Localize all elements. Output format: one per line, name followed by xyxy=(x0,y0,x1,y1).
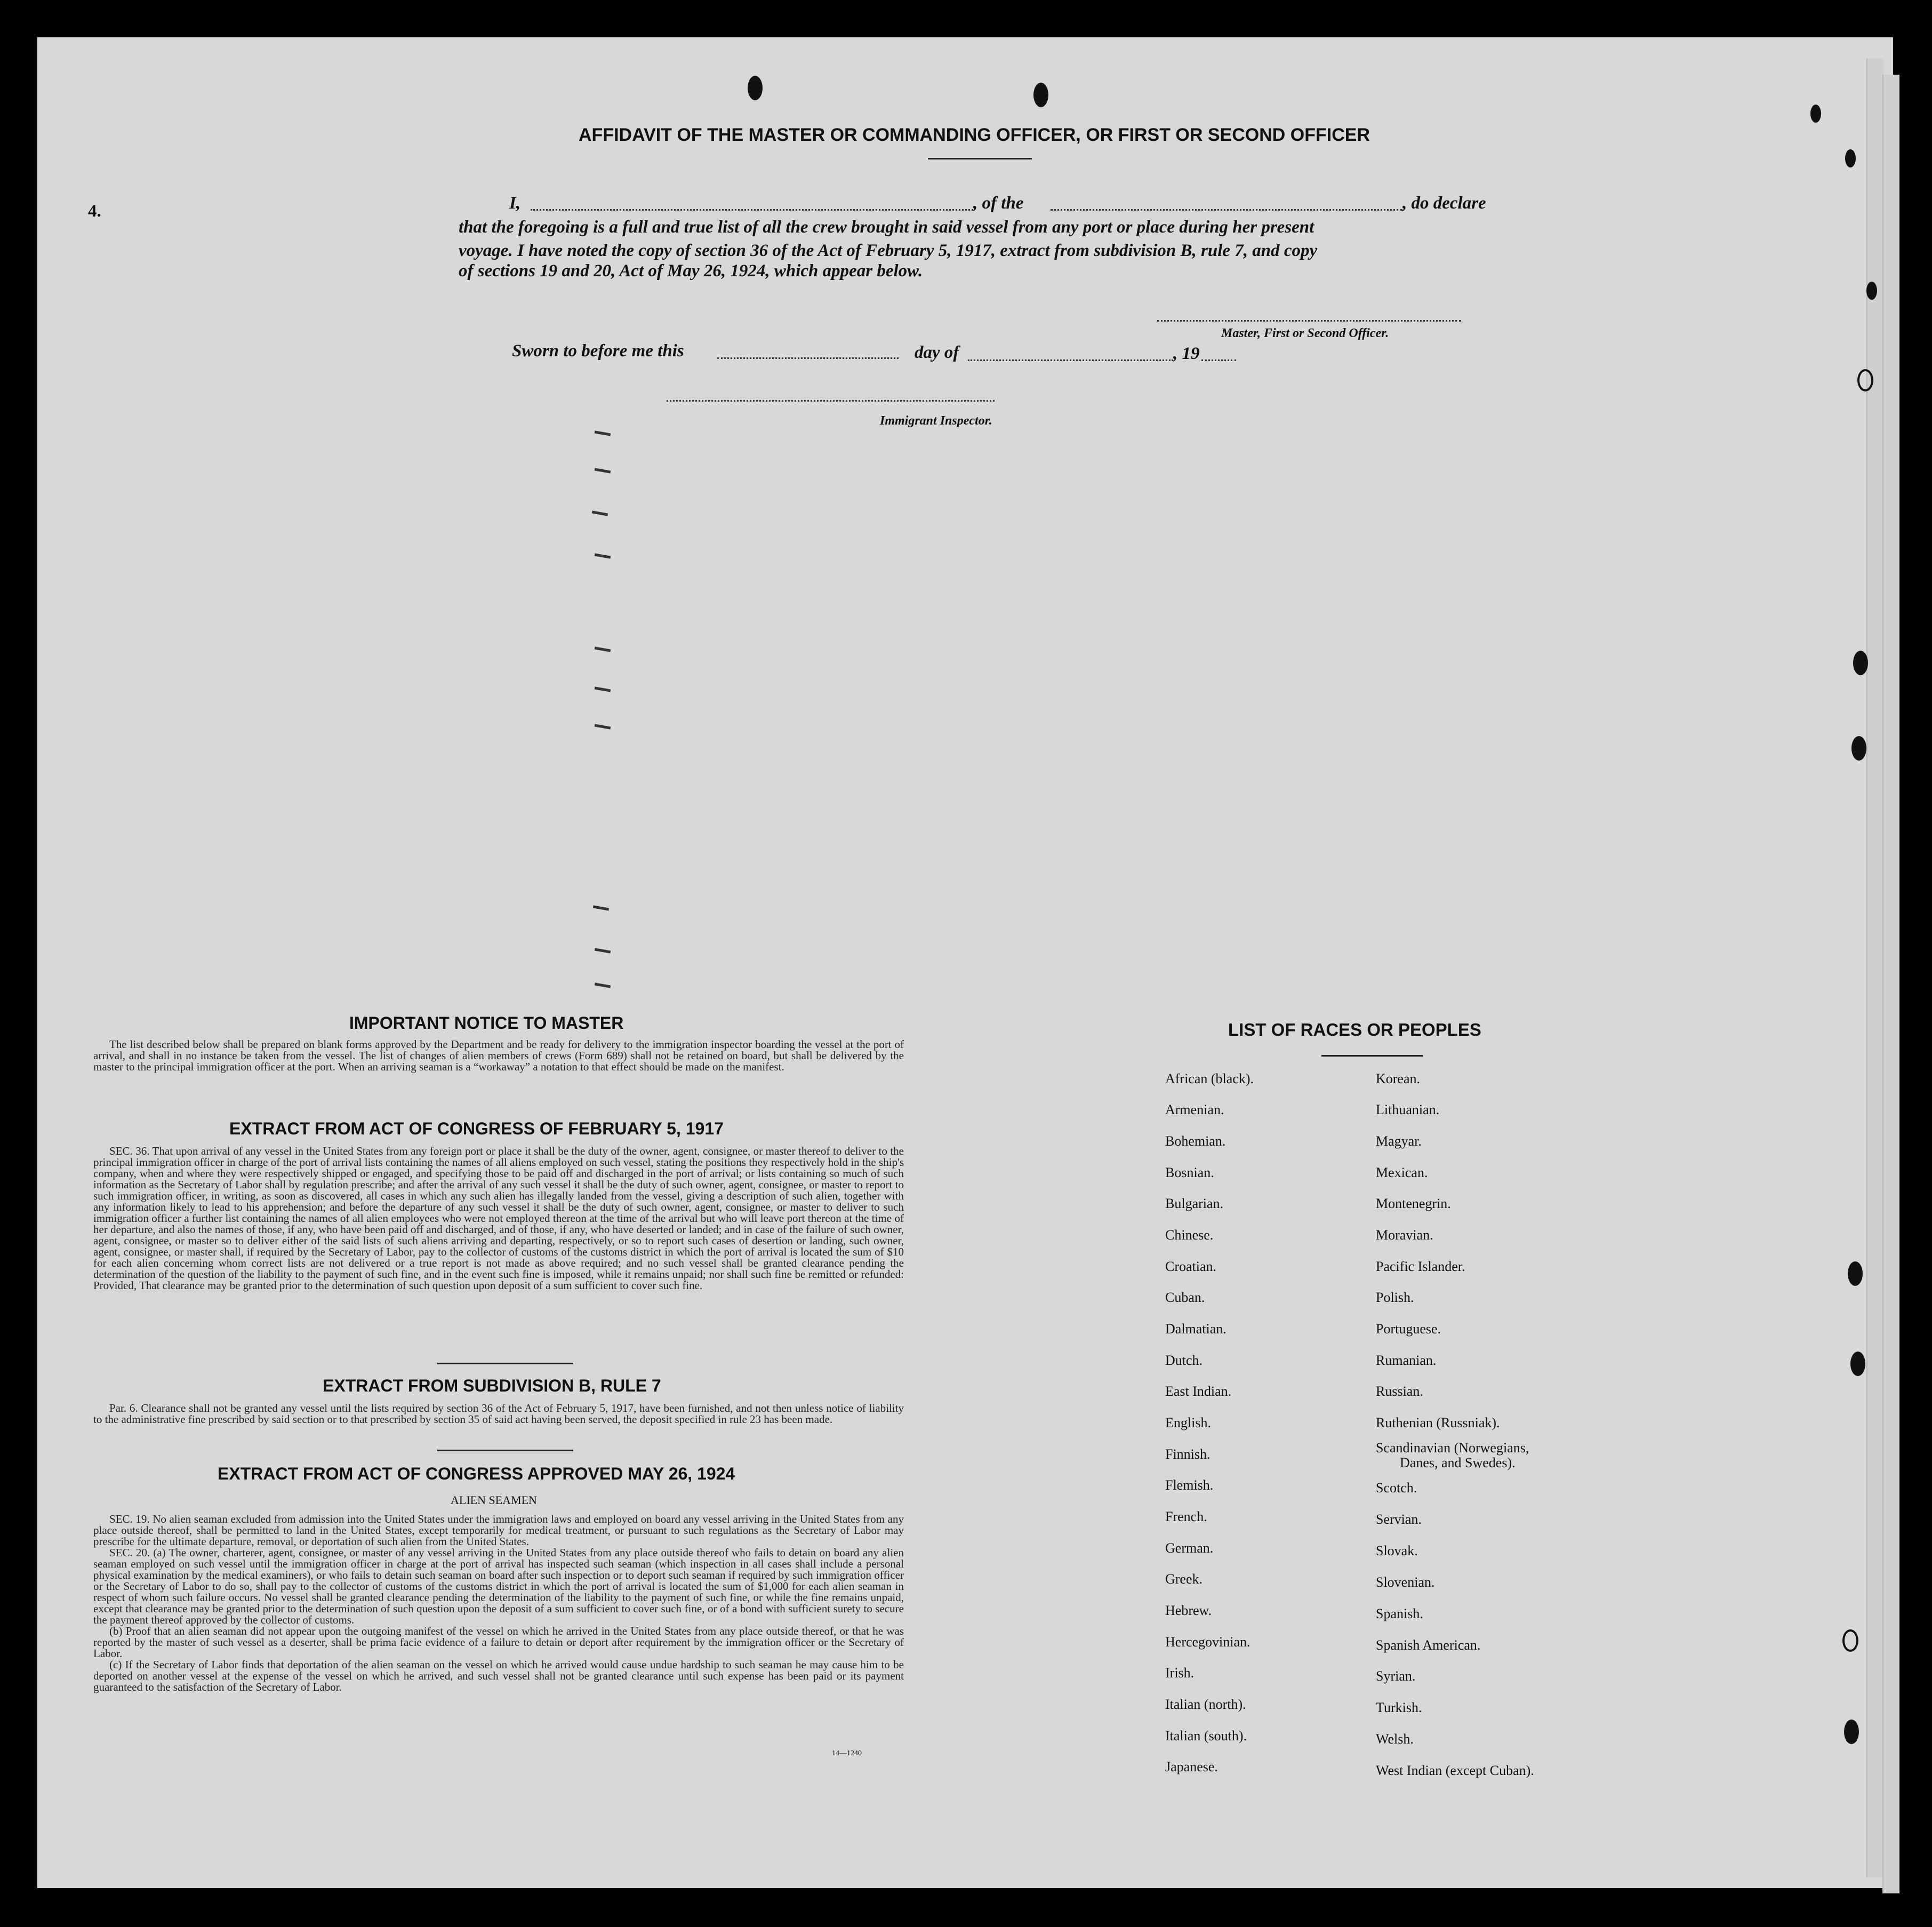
race-item: English. xyxy=(1165,1415,1211,1430)
sec-20a-paragraph: SEC. 20. (a) The owner, charterer, agent, consignee, or master of any vessel arriving in the United States from any place outside thereof who fails to detain on board any alien seaman employed on such vessel until the immigration officer in charge at the port of arrival has inspected such seaman (which inspection in all cases shall include a personal physical examination by the medical examiners), or who fails to detain such seaman on board after such inspection or to deport such seaman if required by such immigration officer or the Secretary of Labor to do so, shall pay to the collector of customs of the customs district in which the port of arrival is located the sum of $1,000 for each alien seaman in respect of whom such failure occurs. No vessel shall be granted clearance pending the determination of the liability to the payment of such fine, or while the fine remains unpaid, except that clearance may be granted prior to the determination of such question upon the deposit of a sum sufficient to cover such fine, or of a bond with sufficient surety to secure the payment thereof approved by the collector of customs. xyxy=(93,1546,904,1626)
race-item: Croatian. xyxy=(1165,1259,1217,1274)
race-item: Hebrew. xyxy=(1165,1603,1212,1618)
race-item: West Indian (except Cuban). xyxy=(1376,1763,1534,1778)
alien-seamen-subtitle: ALIEN SEAMEN xyxy=(451,1493,537,1507)
race-item: Flemish. xyxy=(1165,1477,1214,1493)
year-label: , 19 xyxy=(1173,344,1200,363)
race-item: Slovenian. xyxy=(1376,1574,1435,1590)
divider xyxy=(1321,1055,1423,1057)
page-edge xyxy=(1882,75,1899,1893)
race-item: Scotch. xyxy=(1376,1480,1417,1496)
punch-hole xyxy=(1845,149,1856,167)
race-item: Spanish. xyxy=(1376,1606,1423,1621)
race-item: Montenegrin. xyxy=(1376,1196,1451,1211)
notice-paragraph: The list described below shall be prepared on blank forms approved by the Department and be ready for delivery to the immigration inspector boarding the vessel at the port of arrival, and shall in no instance be taken from the vessel. The list of changes of alien members of crews (Form 689) shall not be retained on board, but shall be delivered by the master to the principal immigration officer at the port. When an arriving seaman is a “workaway” a notation to that effect should be made on the manifest. xyxy=(93,1038,904,1073)
race-item: Lithuanian. xyxy=(1376,1102,1440,1117)
race-item: Servian. xyxy=(1376,1512,1422,1527)
race-item: Dutch. xyxy=(1165,1353,1203,1368)
page-edge xyxy=(1866,59,1883,1877)
race-item: Finnish. xyxy=(1165,1446,1210,1462)
sec-20c-paragraph: (c) If the Secretary of Labor finds that deportation of the alien seaman on the vessel on which he arrived would cause undue hardship to such seaman he may cause him to be deported on another vessel at the expense of the vessel on which he arrived, and such vessel shall not be granted clearance until such expense has been paid or its payment guaranteed to the satisfaction of the Secretary of Labor. xyxy=(93,1658,904,1693)
notice-text xyxy=(93,1039,904,1073)
race-item: Russian. xyxy=(1376,1384,1423,1399)
race-item: Pacific Islander. xyxy=(1376,1259,1465,1274)
vessel-field[interactable] xyxy=(1051,209,1402,211)
punch-ring xyxy=(1842,1629,1858,1652)
race-item: German. xyxy=(1165,1540,1214,1556)
race-item: Scandinavian (Norwegians, xyxy=(1376,1440,1529,1456)
extract-1917-text xyxy=(93,1146,904,1291)
race-item: Chinese. xyxy=(1165,1227,1214,1243)
race-item: Korean. xyxy=(1376,1071,1421,1086)
race-item: Bohemian. xyxy=(1165,1133,1226,1149)
divider xyxy=(928,158,1032,159)
race-item: Welsh. xyxy=(1376,1731,1414,1747)
race-item: Italian (south). xyxy=(1165,1728,1247,1744)
race-item: Portuguese. xyxy=(1376,1321,1441,1337)
master-caption: Master, First or Second Officer. xyxy=(1221,326,1389,340)
divider xyxy=(437,1363,573,1364)
day-of-label: day of xyxy=(915,343,959,362)
master-signature-field[interactable] xyxy=(1157,320,1461,322)
affidavit-i: I, xyxy=(509,194,521,213)
race-item: Japanese. xyxy=(1165,1759,1218,1774)
race-item: Hercegovinian. xyxy=(1165,1634,1250,1650)
extract-1917-title: EXTRACT FROM ACT OF CONGRESS OF FEBRUARY 5, 1917 xyxy=(229,1119,724,1138)
punch-hole xyxy=(1853,651,1868,675)
race-item: Rumanian. xyxy=(1376,1353,1437,1368)
race-item: Italian (north). xyxy=(1165,1697,1246,1712)
notice-title: IMPORTANT NOTICE TO MASTER xyxy=(349,1013,624,1033)
punch-hole xyxy=(1848,1261,1863,1286)
race-item: Syrian. xyxy=(1376,1668,1416,1684)
race-item: Ruthenian (Russniak). xyxy=(1376,1415,1500,1430)
race-item: Dalmatian. xyxy=(1165,1321,1226,1337)
race-item: Spanish American. xyxy=(1376,1637,1481,1653)
punch-hole xyxy=(1844,1720,1859,1744)
affidavit-do-declare: , do declare xyxy=(1402,194,1486,213)
par-6-paragraph: Par. 6. Clearance shall not be granted any vessel until the lists required by section 36 of the Act of February 5, 1917, have been furnished, and not then unless notice of liability to the administrative fine prescribed by said section or to that prescribed by section 35 of said act having been served, the deposit specified in rule 23 has been made. xyxy=(93,1402,904,1426)
margin-mark: 4. xyxy=(88,202,101,221)
affidavit-line-4: of sections 19 and 20, Act of May 26, 1924, which appear below. xyxy=(459,261,923,281)
name-field[interactable] xyxy=(531,209,973,211)
punch-hole xyxy=(1851,736,1866,761)
sworn-day-field[interactable] xyxy=(717,357,899,359)
punch-hole xyxy=(748,76,763,100)
race-item: Bulgarian. xyxy=(1165,1196,1224,1211)
punch-hole xyxy=(1810,105,1821,123)
extract-1924-text xyxy=(93,1514,904,1693)
races-title: LIST OF RACES OR PEOPLES xyxy=(1228,1020,1481,1040)
affidavit-title: AFFIDAVIT OF THE MASTER OR COMMANDING OFFICER, OR FIRST OR SECOND OFFICER xyxy=(579,125,1370,145)
race-item-continuation: Danes, and Swedes). xyxy=(1400,1455,1516,1470)
race-item: Turkish. xyxy=(1376,1700,1422,1715)
section-36-paragraph: SEC. 36. That upon arrival of any vessel in the United States from any foreign port or place it shall be the duty of the owner, agent, consignee, or master thereof to deliver to the principal immigration officer in charge of the port of arrival lists containing the names of all aliens employed on such vessel, stating the positions they respectively hold in the ship's company, when and where they were respectively shipped or engaged, and specifying those to be paid off and discharged in the port of arrival; or lists containing so much of such information as the Secretary of Labor shall by regulation prescribe; and after the arrival of any such vessel it shall be the duty of such owner, agent, consignee, or master to report to such immigration officer, in writing, as soon as discovered, all cases in which any such alien has illegally landed from the vessel, giving a description of such alien, together with any information likely to lead to his apprehension; and before the departure of any such vessel it shall be the duty of such owner, agent, consignee, or master to deliver to such immigration officer a further list containing the names of all alien employees who were not employed thereon at the time of the arrival but who will leave port thereon at the time of her departure, and also the names of those, if any, who have been paid off and discharged, and of those, if any, who have deserted or landed; and in case of the failure of such owner, agent, consignee, or master so to deliver either of the said lists of such aliens arriving and departing, respectively, or so to report such cases of desertion or landing, such owner, agent, consignee, or master shall, if required by the Secretary of Labor, pay to the collector of customs of the customs district in which the port of arrival is located the sum of $10 for each alien concerning whom correct lists are not delivered or a true report is not made as above required; and no such vessel shall be granted clearance pending the determination of the question of the liability to the payment of such fine, and in the event such fine is imposed, while it remains unpaid; nor shall such fine be remitted or refunded: Provided, That clearance may be granted prior to the determination of such question upon deposit of a sum sufficient to cover such fine. xyxy=(93,1145,904,1292)
race-item: Bosnian. xyxy=(1165,1165,1214,1180)
race-item: Magyar. xyxy=(1376,1133,1422,1149)
sworn-month-field[interactable] xyxy=(968,359,1173,361)
race-item: Irish. xyxy=(1165,1665,1195,1681)
rule-7-text xyxy=(93,1403,904,1425)
punch-hole xyxy=(1866,282,1877,300)
punch-hole xyxy=(1850,1352,1865,1376)
affidavit-line-2: that the foregoing is a full and true list of all the crew brought in said vessel from any port or place during her present xyxy=(459,218,1314,237)
affidavit-of-the: , of the xyxy=(973,194,1024,213)
race-item: Greek. xyxy=(1165,1571,1203,1587)
race-item: East Indian. xyxy=(1165,1384,1232,1399)
race-item: Polish. xyxy=(1376,1290,1414,1305)
race-item: African (black). xyxy=(1165,1071,1254,1086)
race-item: Armenian. xyxy=(1165,1102,1224,1117)
affidavit-line-3: voyage. I have noted the copy of section 36 of the Act of February 5, 1917, extract from subdivision B, rule 7, and copy xyxy=(459,241,1318,260)
sworn-label: Sworn to before me this xyxy=(512,341,684,361)
race-item: Slovak. xyxy=(1376,1543,1418,1558)
punch-ring xyxy=(1857,369,1873,391)
punch-hole xyxy=(1033,83,1048,107)
inspector-signature-field[interactable] xyxy=(667,400,995,402)
divider xyxy=(437,1450,573,1451)
inspector-caption: Immigrant Inspector. xyxy=(880,414,992,428)
extract-1924-title: EXTRACT FROM ACT OF CONGRESS APPROVED MAY 26, 1924 xyxy=(218,1464,735,1483)
rule-7-title: EXTRACT FROM SUBDIVISION B, RULE 7 xyxy=(323,1376,661,1395)
race-item: Cuban. xyxy=(1165,1290,1205,1305)
race-item: Mexican. xyxy=(1376,1165,1428,1180)
form-number: 14—1240 xyxy=(832,1749,862,1757)
race-item: French. xyxy=(1165,1509,1207,1524)
sec-20b-paragraph: (b) Proof that an alien seaman did not appear upon the outgoing manifest of the vessel on which he arrived in the United States from any place outside thereof, or that he was reported by the master of such vessel as a deserter, shall be prima facie evidence of a failure to detain or deport after requirement by the immigration officer or the Secretary of Labor. xyxy=(93,1625,904,1660)
sec-19-paragraph: SEC. 19. No alien seaman excluded from admission into the United States under the immigration laws and employed on board any vessel arriving in the United States from any place outside thereof, shall be permitted to land in the United States, except temporarily for medical treatment, or pursuant to such regulations as the Secretary of Labor may prescribe for the ultimate departure, removal, or deportation of such alien from the United States. xyxy=(93,1513,904,1548)
sworn-year-field[interactable] xyxy=(1201,359,1236,361)
race-item: Moravian. xyxy=(1376,1227,1433,1243)
